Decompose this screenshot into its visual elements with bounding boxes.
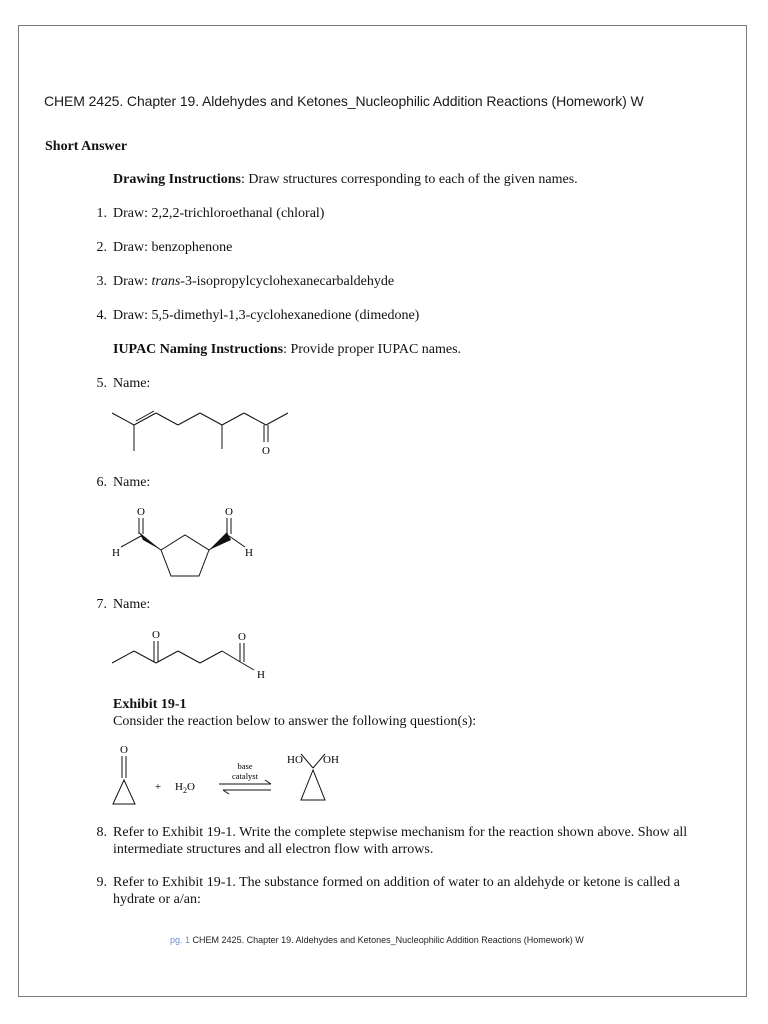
footer-text: CHEM 2425. Chapter 19. Aldehydes and Ketones_Nucleophilic Addition Reactions (Homework) W [192, 935, 584, 945]
question-number: 6. [96, 475, 107, 490]
atom-o: O [225, 506, 233, 518]
question-text: Name: [113, 597, 151, 612]
document-header: CHEM 2425. Chapter 19. Aldehydes and Ketones_Nucleophilic Addition Reactions (Homework) W [44, 93, 644, 109]
atom-h: H [112, 547, 120, 559]
structure-7 [110, 625, 280, 685]
question-text: Name: [113, 475, 151, 490]
exhibit-text: Consider the reaction below to answer the following question(s): [113, 714, 477, 729]
drawing-instructions [113, 172, 578, 188]
atom-h: H [257, 669, 265, 681]
question-text [113, 273, 711, 290]
atom-o: O [137, 506, 145, 518]
question-prefix: Draw: [113, 274, 152, 289]
question-number: 1. [96, 206, 107, 221]
atom-o: O [262, 445, 270, 457]
question-number: 8. [96, 825, 107, 840]
exhibit-title: Exhibit 19-1 [113, 697, 187, 712]
question-number: 5. [96, 376, 107, 391]
plus-sign: + [154, 781, 162, 793]
drawing-instructions-label: Drawing Instructions [113, 172, 241, 187]
catalyst-label-2: catalyst [232, 771, 258, 781]
question-text: Refer to Exhibit 19-1. Write the complete stepwise mechanism for the reaction shown above. Show all intermediate structures and all electron flow with arrows. [113, 825, 688, 857]
question-text: Draw: 2,2,2-trichloroethanal (chloral) [113, 206, 325, 221]
structure-6 [105, 500, 265, 590]
question-italic: trans [151, 274, 181, 289]
atom-h: H [245, 547, 253, 559]
catalyst-label-1: base [237, 761, 253, 771]
page-number: pg. 1 [170, 935, 191, 945]
question-text: Draw: benzophenone [113, 240, 233, 255]
atom-o: O [152, 629, 160, 641]
water-h: H [175, 781, 183, 793]
atom-o: O [120, 744, 128, 756]
structure-5 [100, 395, 310, 465]
question-number: 7. [96, 597, 107, 612]
question-number: 2. [96, 240, 107, 255]
iupac-instructions [113, 342, 461, 358]
product-oh: OH [323, 754, 339, 766]
water-subscript: 2 [182, 786, 187, 795]
water-formula [175, 781, 195, 795]
iupac-instructions-label: IUPAC Naming Instructions [113, 342, 284, 357]
drawing-instructions-text: : Draw structures corresponding to each of the given names. [240, 172, 578, 187]
section-title: Short Answer [45, 139, 128, 154]
question-number: 4. [96, 308, 107, 323]
iupac-instructions-text: : Provide proper IUPAC names. [283, 342, 462, 357]
atom-o: O [238, 631, 246, 643]
question-text: Name: [113, 376, 151, 391]
question-number: 3. [96, 274, 107, 289]
question-text: Draw: 5,5-dimethyl-1,3-cyclohexanedione (dimedone) [113, 308, 420, 323]
question-number: 9. [96, 875, 107, 890]
exhibit-reaction [105, 742, 365, 814]
question-rest: -3-isopropylcyclohexanecarbaldehyde [180, 274, 395, 289]
water-o: O [186, 781, 195, 793]
page-footer [170, 935, 584, 945]
product-ho: HO [287, 754, 303, 766]
question-text: Refer to Exhibit 19-1. The substance formed on addition of water to an aldehyde or ketone is called a hydrate or a/an: [113, 875, 680, 907]
